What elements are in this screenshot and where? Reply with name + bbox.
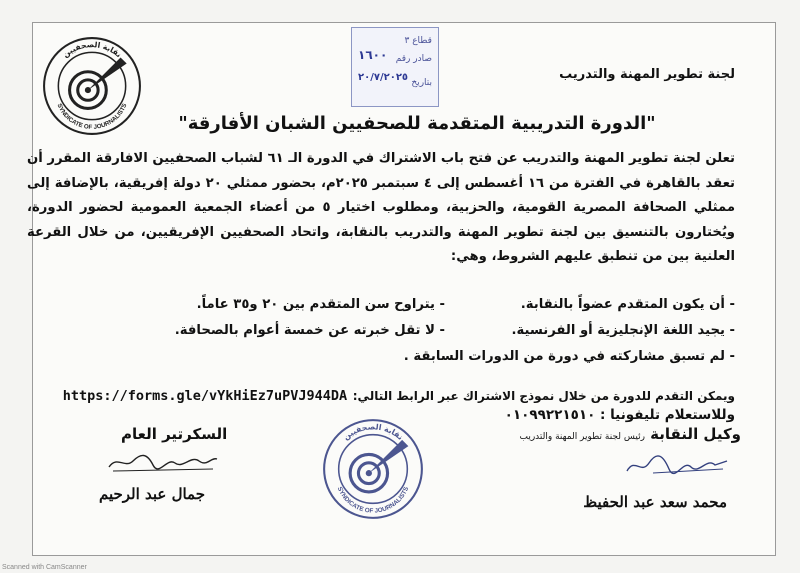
stamp-line-2: صادر رقم (395, 54, 432, 64)
stamp-date: ٢٠/٧/٢٠٢٥ (358, 72, 409, 83)
inquiry-line (505, 407, 735, 423)
apply-label: ويمكن التقدم للدورة من خلال نموذج الاشتراك عبر الرابط التالي: (352, 389, 735, 403)
deputy-signature (623, 451, 733, 479)
svg-text:نقابة الصحفيين: نقابة الصحفيين (60, 40, 124, 60)
secretary-title: السكرتير العام (121, 425, 228, 443)
condition-2: - يتراوح سن المتقدم بين ٢٠ و٣٥ عاماً. (196, 297, 445, 312)
syndicate-logo-seal (41, 35, 143, 137)
svg-text:نقابة الصحفيين: نقابة الصحفيين (341, 422, 405, 442)
stamp-number: ١٦٠٠ (358, 48, 388, 62)
stamp-line-1: قطاع ٣ (404, 36, 432, 46)
apply-form-link[interactable]: https://forms.gle/vYkHiEz7uPVJ944DA (62, 388, 348, 404)
document-page (27, 22, 776, 556)
condition-3: - يجيد اللغة الإنجليزية أو الفرنسية. (511, 323, 735, 338)
scanner-watermark: Scanned with CamScanner (2, 564, 87, 571)
incoming-stamp (351, 27, 439, 107)
secretary-name: جمال عبد الرحيم (99, 485, 206, 503)
deputy-subtitle: رئيس لجنة تطوير المهنة والتدريب (519, 432, 645, 442)
condition-1: - أن يكون المتقدم عضواً بالنقابة. (520, 297, 735, 312)
condition-4: - لا تقل خبرته عن خمسة أعوام بالصحافة. (174, 323, 445, 338)
svg-text:SYNDICATE OF JOURNALISTS: SYNDICATE OF JOURNALISTS (55, 102, 129, 131)
phone-label: وللاستعلام تليفونيا : (600, 407, 735, 423)
committee-name: لجنة تطوير المهنة والتدريب (559, 67, 735, 82)
phone-number: ٠١٠٩٩٢٢١٥١٠ (504, 407, 596, 423)
body-paragraph: تعلن لجنة تطوير المهنة والتدريب عن فتح باب الاشتراك في الدورة الـ ٦١ لشباب الصحفيين الافارقة المقرر أن تعقد بالقاهرة في الفترة من ١٦ أغسطس إلى ٤ سبتمبر ٢٠٢٥م، بحضور ممثلي ٢٠ دولة إفريقية، بالإضافة إلى ممثلي الصحافة المصرية القومية، والحزبية، ومطلوب اختيار ٥ من أعضاء الجمعية العمومية لحضور الدورة، ويُختارون بالتنسيق بين لجنة تطوير المهنة والتدريب بالنقابة، واتحاد الصحفيين الإفريقيين، من خلال القرعة العلنية بين من تنطبق عليهم الشروط، وهي: (27, 151, 735, 265)
announcement-body (27, 147, 735, 270)
deputy-title: وكيل النقابة رئيس لجنة تطوير المهنة والتدريب (519, 425, 741, 443)
svg-text:SYNDICATE OF JOURNALISTS: SYNDICATE OF JOURNALISTS (335, 485, 411, 515)
syndicate-official-seal (321, 417, 425, 521)
apply-line (27, 385, 735, 404)
condition-5: - لم تسبق مشاركته في دورة من الدورات السابقة . (403, 349, 735, 364)
secretary-signature (103, 447, 223, 477)
deputy-name: محمد سعد عبد الحفيظ (583, 493, 727, 511)
stamp-line-3: بتاريخ (411, 78, 432, 88)
announcement-title: "الدورة التدريبية المتقدمة للصحفيين الشبان الأفارقة" (178, 113, 656, 134)
